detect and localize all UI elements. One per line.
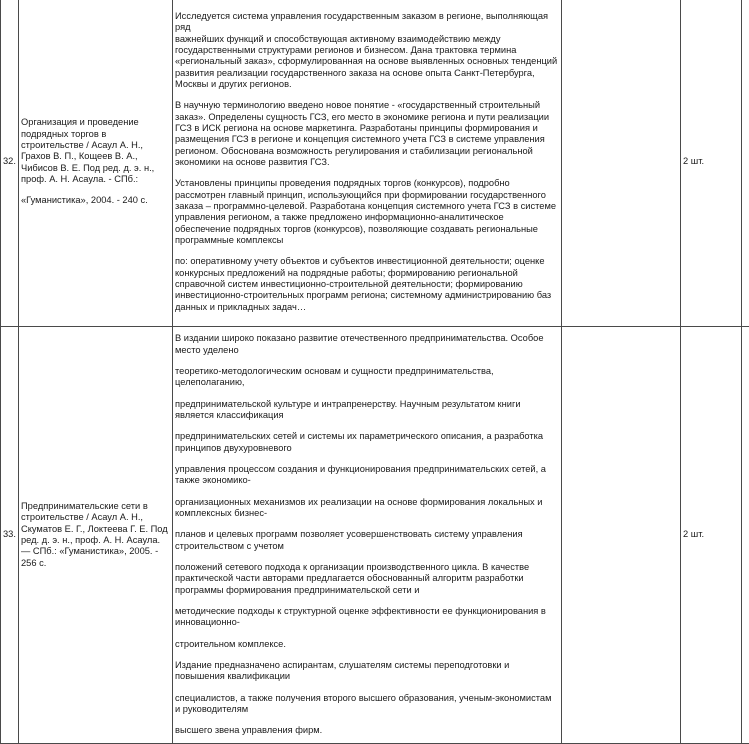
citation-text: Организация и проведение подрядных торгов в строительстве / Асаул А. Н., Грахов В. П., Кощеев В. А., Чибисов В. Е. Под ред. д. э. н., проф. А. Н. Асаула. - СПб.: [21, 117, 155, 184]
table-row [1, 327, 749, 744]
empty-cell [562, 327, 681, 744]
annotation-paragraph: В научную терминологию введено новое понятие - «государственный строительный заказ». Определены сущность ГСЗ, его место в экономике региона и пути реализации ГСЗ в ИСК региона на основе маркетинга. Разработаны принципы формирования и размещения ГСЗ в регионе и концепция системного учета ГСЗ в системе управления регионом. Обоснована возможность регулирования и стабилизации региональной экономики на основе развития ГСЗ. [175, 100, 550, 167]
annotation-paragraph: методические подходы к структурной оценке эффективности ее функционирования в инновационно- [175, 605, 546, 628]
empty-cell [562, 0, 681, 327]
empty-cell [742, 327, 749, 744]
row-number: 32. [1, 0, 19, 327]
annotation-paragraph: положений сетевого подхода к организации производственного цикла. В качестве практической части авторами предлагается обоснованный алгоритм разработки программы формирования предпринимательской сети и [175, 561, 530, 595]
annotation-paragraph: предпринимательских сетей и системы их параметрического описания, а разработка принципов двухуровневого [175, 431, 544, 453]
table-row [1, 0, 749, 327]
annotation-paragraph: высшего звена управления фирм. [175, 725, 323, 736]
annotation-paragraph: важнейших функций и способствующая активному взаимодействию между государственными структурами регионов и бизнесом. Дана трактовка термина «региональный заказ», сформулированная на основе выявленных основных тенденций развития реализации государственного заказа на основе опыта Санкт-Петербурга, Москвы и других регионов. [175, 33, 558, 90]
annotation-paragraph: специалистов, а также получения второго высшего образования, ученым-экономистам и руководителям [175, 692, 552, 714]
citation-text: «Гуманистика», 2004. - 240 с. [21, 195, 148, 206]
annotation-paragraph: по: оперативному учету объектов и субъектов инвестиционной деятельности; оценке конкурсных предложений на подрядные работы; формированию региональной справочной систем инвестиционно-строительной деятельности; формированию инвестиционно-строительных программ региона; системному администрированию баз данных и прикладных задач… [175, 256, 552, 312]
annotation-paragraph: Установлены принципы проведения подрядных торгов (конкурсов), подробно рассмотрен главный принцип, использующийся при формировании государственного заказа – программно-целевой. Разработана концепция системного учета ГСЗ в системе управления регионом, а также предложено информационно-аналитическое обеспечение подрядных торгов (конкурсов), позволяющие создавать региональные программные комплексы [175, 178, 557, 245]
annotation-paragraph: теоретико-методологическим основам и сущности предпринимательства, целеполаганию, [175, 366, 494, 388]
annotation-paragraph: управления процессом создания и функционирования предпринимательских сетей, а также экономико- [175, 464, 546, 486]
annotation-paragraph: Исследуется система управления государственным заказом в регионе, выполняющая ряд [175, 11, 549, 33]
quantity-cell: 2 шт. [681, 327, 742, 744]
annotation-paragraph: В издании широко показано развитие отечественного предпринимательства. Особое место уделено [175, 333, 544, 355]
annotation-paragraph: планов и целевых программ позволяет усовершенствовать систему управления строительством с учетом [175, 529, 523, 551]
annotation-paragraph: организационных механизмов их реализации на основе формирования локальных и комплексных бизнес- [175, 496, 543, 518]
citation-cell [19, 0, 173, 327]
annotation-paragraph: предпринимательской культуре и интрапренерству. Научным результатом книги является классификация [175, 398, 521, 421]
citation-cell [19, 327, 173, 744]
annotation-paragraph: Издание предназначено аспирантам, слушателям системы переподготовки и повышения квалификации [175, 659, 510, 682]
empty-cell [742, 0, 749, 327]
quantity-cell: 2 шт. [681, 0, 742, 327]
annotation-cell [173, 0, 562, 327]
row-number: 33. [1, 327, 19, 744]
citation-text: Предпринимательские сети в строительстве / Асаул А. Н., Скуматов Е. Г., Локтеева Г. Е. Под ред. д. э. н., проф. А. Н. Асаула. — СПб.: «Гуманистика», 2005. - 256 с. [21, 501, 168, 568]
annotation-paragraph: строительном комплексе. [175, 638, 286, 649]
annotation-cell [173, 327, 562, 744]
